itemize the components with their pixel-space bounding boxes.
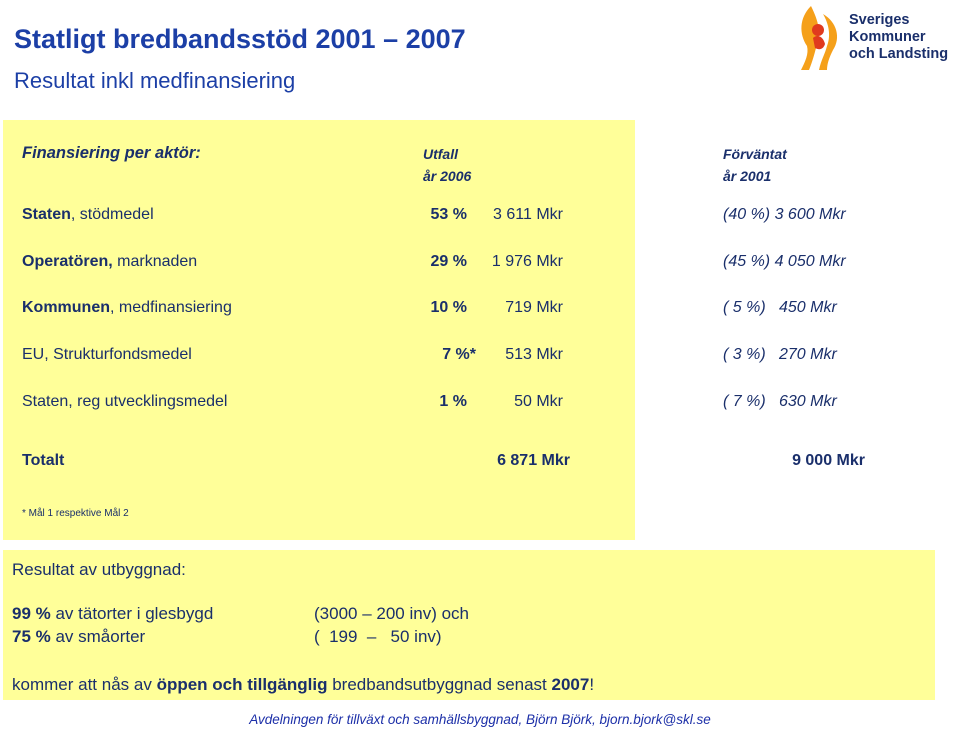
- row-amount: 1 976 Mkr: [491, 253, 563, 270]
- row-label: Operatören, marknaden: [22, 253, 198, 270]
- page-subtitle: Resultat inkl medfinansiering: [14, 68, 296, 93]
- row-amount: 50 Mkr: [514, 393, 563, 410]
- skl-logo: [797, 4, 959, 72]
- row-percent: 53 %: [430, 206, 467, 223]
- financing-panel: [3, 120, 635, 540]
- results-line-1: 99 % av tätorter i glesbygd: [12, 604, 214, 623]
- financing-heading: Finansiering per aktör:: [22, 144, 201, 162]
- row-percent: 1 %: [439, 393, 467, 410]
- row-expected: ( 3 %) 270 Mkr: [723, 346, 837, 363]
- results-heading: Resultat av utbyggnad:: [12, 560, 186, 579]
- row-amount: 513 Mkr: [505, 346, 563, 363]
- col-expected-label: Förväntat: [723, 146, 787, 162]
- row-expected: (45 %) 4 050 Mkr: [723, 253, 846, 270]
- col-outcome-label: Utfall: [423, 146, 458, 162]
- row-amount: 3 611 Mkr: [493, 206, 563, 223]
- row-label: Staten, reg utvecklingsmedel: [22, 393, 228, 410]
- row-percent: 7 %*: [442, 346, 476, 363]
- results-range-1: (3000 – 200 inv) och: [314, 604, 469, 623]
- row-label: EU, Strukturfondsmedel: [22, 346, 192, 363]
- row-label: Staten, stödmedel: [22, 206, 154, 223]
- row-percent: 29 %: [430, 253, 467, 270]
- total-outcome: 6 871 Mkr: [497, 452, 570, 469]
- col-outcome-year: år 2006: [423, 168, 472, 184]
- footnote: * Mål 1 respektive Mål 2: [22, 508, 129, 519]
- logo-text-line3: och Landsting: [849, 46, 949, 62]
- logo-text-line1: Sveriges: [849, 12, 910, 28]
- footer-credit: Avdelningen för tillväxt och samhällsbyggnad, Björn Björk, bjorn.bjork@skl.se: [249, 712, 711, 727]
- row-percent: 10 %: [430, 299, 467, 316]
- total-label: Totalt: [22, 452, 65, 469]
- page-title: Statligt bredbandsstöd 2001 – 2007: [14, 24, 466, 54]
- row-expected: ( 7 %) 630 Mkr: [723, 393, 837, 410]
- results-line-2: 75 % av småorter: [12, 627, 146, 646]
- row-expected: (40 %) 3 600 Mkr: [723, 206, 846, 223]
- results-conclusion: kommer att nås av öppen och tillgänglig bredbandsutbyggnad senast 2007!: [12, 675, 595, 694]
- row-label: Kommunen, medfinansiering: [22, 299, 232, 316]
- logo-text-line2: Kommuner: [849, 29, 926, 45]
- row-expected: ( 5 %) 450 Mkr: [723, 299, 837, 316]
- row-amount: 719 Mkr: [505, 299, 563, 316]
- total-expected: 9 000 Mkr: [792, 452, 865, 469]
- results-range-2: ( 199 – 50 inv): [314, 627, 442, 646]
- col-expected-year: år 2001: [723, 168, 772, 184]
- flame-logo-icon: [797, 4, 847, 72]
